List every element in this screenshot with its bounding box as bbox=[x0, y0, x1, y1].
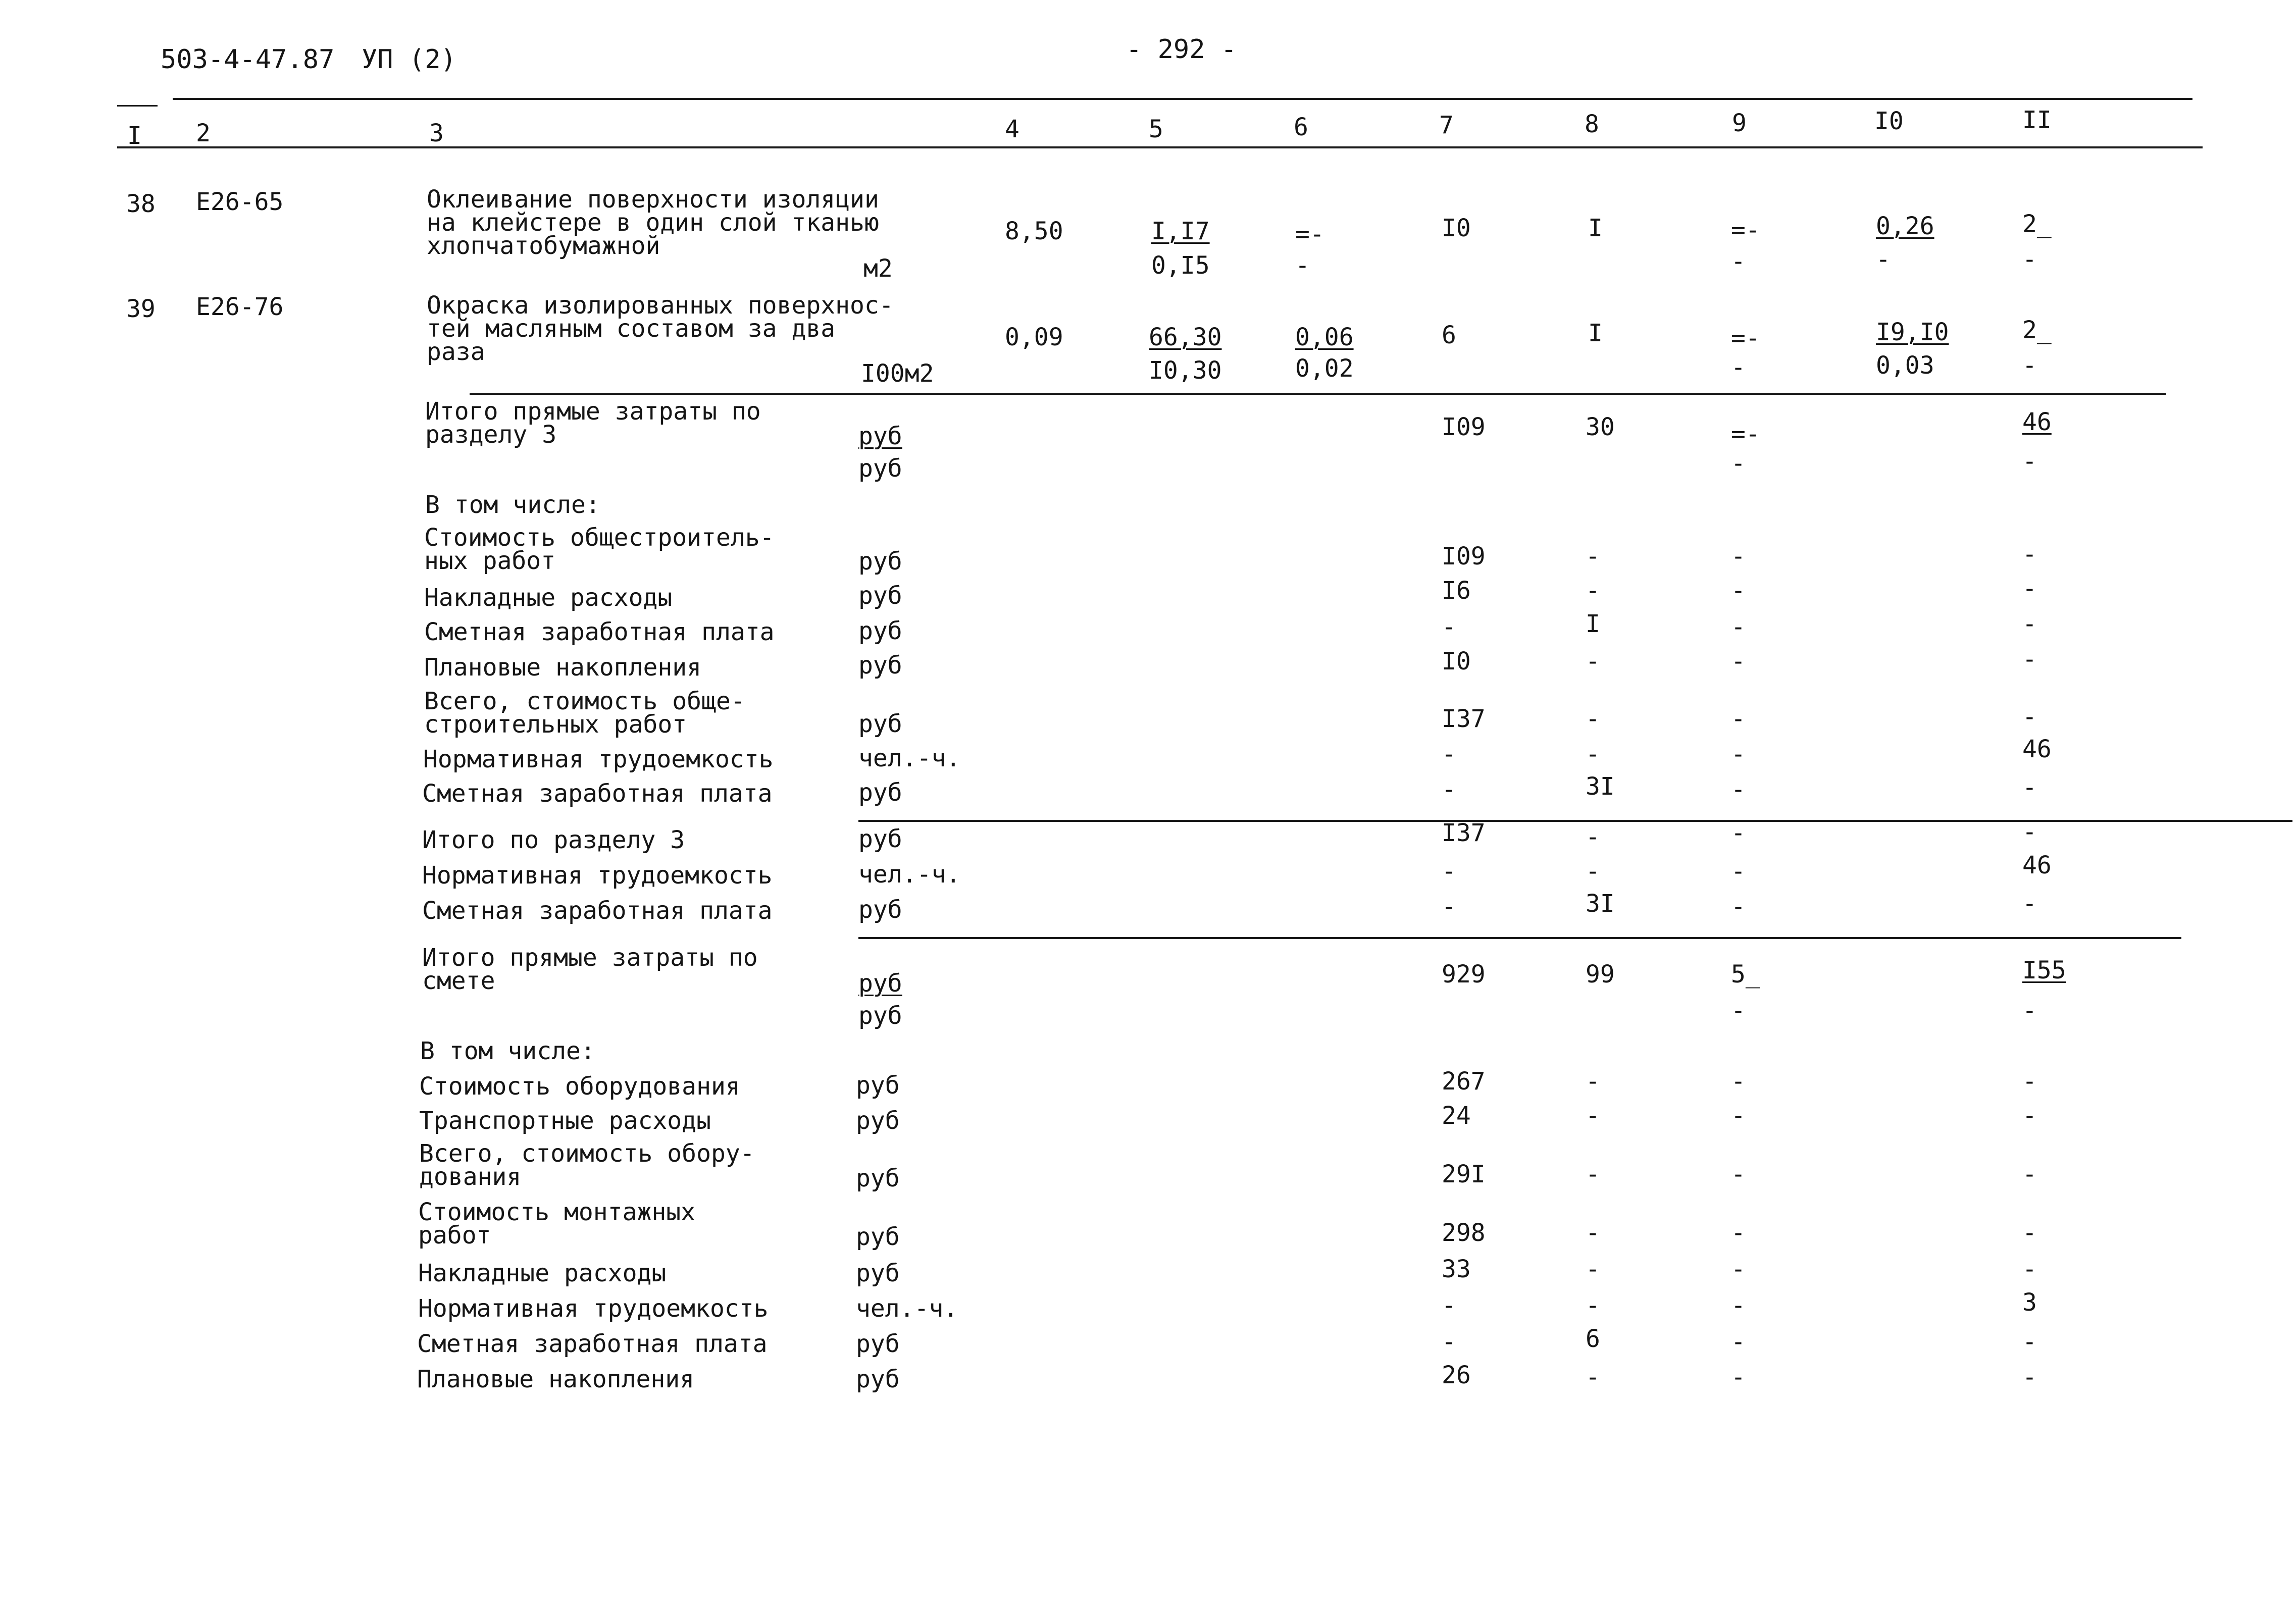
value-c8: - bbox=[1586, 577, 1600, 605]
item-label: Нормативная трудоемкость bbox=[422, 861, 773, 890]
value-c6-top: 0,06 bbox=[1295, 323, 1354, 351]
row-number: 38 bbox=[126, 190, 156, 218]
unit: I00м2 bbox=[861, 359, 934, 388]
item-label: Накладные расходы bbox=[424, 584, 673, 612]
quantity: 0,09 bbox=[1005, 323, 1063, 351]
value-c8: - bbox=[1586, 647, 1600, 676]
column-header: 2 bbox=[196, 119, 211, 147]
value-c9: - bbox=[1731, 1291, 1746, 1320]
value-c7: - bbox=[1442, 740, 1456, 768]
value-c9-bottom: - bbox=[1731, 997, 1746, 1025]
header-top-rule bbox=[173, 98, 2192, 100]
value-c11: - bbox=[2022, 610, 2037, 638]
value-c9: - bbox=[1731, 857, 1746, 886]
total-label: Итого прямые затраты по смете bbox=[422, 944, 758, 995]
value-c11-top: 2_ bbox=[2022, 210, 2052, 238]
unit: руб bbox=[858, 617, 902, 645]
value-c8: - bbox=[1586, 1160, 1600, 1188]
value-c9: - bbox=[1731, 542, 1746, 570]
item-label: Плановые накопления bbox=[417, 1365, 695, 1393]
value-c7: - bbox=[1442, 1291, 1456, 1320]
value-c11: - bbox=[2022, 703, 2037, 731]
unit: руб bbox=[858, 969, 902, 998]
document-code: 503-4-47.87 bbox=[161, 44, 335, 75]
item-label: Сметная заработная плата bbox=[422, 780, 773, 808]
unit: руб bbox=[856, 1107, 900, 1135]
value-c7: 298 bbox=[1442, 1219, 1486, 1247]
value-c7: I6 bbox=[1442, 577, 1471, 605]
value-c8: 99 bbox=[1586, 960, 1615, 989]
column-header: 6 bbox=[1294, 113, 1308, 141]
value-c9: - bbox=[1731, 1328, 1746, 1356]
value-c7: 24 bbox=[1442, 1102, 1471, 1130]
item-label: Стоимость оборудования bbox=[419, 1072, 740, 1101]
value-c7: I09 bbox=[1442, 542, 1486, 570]
value-c7: - bbox=[1442, 1328, 1456, 1356]
total-label: Итого прямые затраты по разделу 3 bbox=[425, 397, 761, 449]
item-label: Сметная заработная плата bbox=[424, 618, 775, 646]
header-rule-fragment bbox=[117, 105, 158, 107]
value-c6-bottom: - bbox=[1295, 251, 1310, 280]
unit: руб bbox=[858, 454, 902, 483]
value-c8: - bbox=[1586, 740, 1600, 768]
value-c9: - bbox=[1731, 705, 1746, 733]
value-c9: - bbox=[1731, 1219, 1746, 1247]
value-c8: 6 bbox=[1586, 1325, 1600, 1353]
value-c8: - bbox=[1586, 1219, 1600, 1247]
value-c11: 46 bbox=[2022, 735, 2052, 763]
item-label: Итого по разделу 3 bbox=[422, 826, 685, 854]
row-number: 39 bbox=[126, 295, 156, 323]
item-label: Всего, стоимость обще- строительных работ bbox=[424, 687, 745, 739]
unit: руб bbox=[858, 582, 902, 610]
value-c7: - bbox=[1442, 857, 1456, 886]
value-c9: - bbox=[1731, 819, 1746, 847]
section-divider bbox=[858, 937, 2181, 939]
value-c11-bottom: - bbox=[2022, 997, 2037, 1025]
item-label: Стоимость общестроитель- ных работ bbox=[424, 524, 775, 575]
unit: руб bbox=[856, 1259, 900, 1287]
column-header: I bbox=[127, 122, 142, 150]
column-header: 9 bbox=[1732, 109, 1747, 137]
value-c9: - bbox=[1731, 1363, 1746, 1391]
unit: руб bbox=[858, 825, 902, 853]
value-c11: 46 bbox=[2022, 851, 2052, 879]
value-c11-top: 46 bbox=[2022, 408, 2052, 436]
value-c5-top: I,I7 bbox=[1151, 217, 1210, 245]
column-header: 5 bbox=[1149, 115, 1163, 143]
value-c10-top: 0,26 bbox=[1876, 212, 1934, 240]
value-c9: - bbox=[1731, 1067, 1746, 1096]
value-c9-top: 5_ bbox=[1731, 960, 1760, 989]
unit: чел.-ч. bbox=[858, 860, 961, 889]
item-label: Нормативная трудоемкость bbox=[423, 745, 774, 773]
value-c9-bottom: - bbox=[1731, 353, 1746, 382]
rate-code: E26-65 bbox=[196, 188, 284, 216]
value-c11: - bbox=[2022, 818, 2037, 846]
value-c9: - bbox=[1731, 647, 1746, 676]
value-c8: - bbox=[1586, 1255, 1600, 1283]
unit: руб bbox=[858, 710, 902, 738]
value-c11: - bbox=[2022, 1255, 2037, 1283]
item-label: Всего, стоимость обору- дования bbox=[419, 1139, 755, 1191]
value-c11: - bbox=[2022, 1363, 2037, 1391]
unit: руб bbox=[858, 547, 902, 576]
unit: руб bbox=[856, 1164, 900, 1192]
item-label: Плановые накопления bbox=[424, 653, 702, 682]
item-label: Транспортные расходы bbox=[419, 1107, 711, 1135]
value-c9-bottom: - bbox=[1731, 449, 1746, 478]
value-c9: - bbox=[1731, 1255, 1746, 1283]
value-c8: 30 bbox=[1586, 413, 1615, 441]
page-number: - 292 - bbox=[1126, 34, 1237, 65]
unit: руб bbox=[856, 1071, 900, 1100]
value-c9-top: =- bbox=[1731, 324, 1760, 352]
value-c9: - bbox=[1731, 1102, 1746, 1130]
value-c8: - bbox=[1586, 1291, 1600, 1320]
value-c11: - bbox=[2022, 1328, 2037, 1356]
unit: руб bbox=[856, 1365, 900, 1393]
unit: руб bbox=[858, 1002, 902, 1030]
value-c7: 267 bbox=[1442, 1067, 1486, 1096]
value-c10-bottom: 0,03 bbox=[1876, 351, 1934, 380]
unit: м2 bbox=[863, 254, 893, 283]
value-c10-top: I9,I0 bbox=[1876, 318, 1949, 346]
unit: чел.-ч. bbox=[858, 744, 961, 772]
value-c9-top: =- bbox=[1731, 420, 1760, 448]
value-c5-bottom: 0,I5 bbox=[1151, 251, 1210, 280]
value-c9-bottom: - bbox=[1731, 247, 1746, 276]
value-c11-bottom: - bbox=[2022, 351, 2037, 380]
value-c8: 3I bbox=[1586, 890, 1615, 918]
value-c7: I09 bbox=[1442, 413, 1486, 441]
value-c9: - bbox=[1731, 893, 1746, 921]
value-c11: - bbox=[2022, 1067, 2037, 1096]
value-c9: - bbox=[1731, 775, 1746, 804]
value-c7: 929 bbox=[1442, 960, 1486, 989]
unit: руб bbox=[856, 1223, 900, 1251]
value-c8: I bbox=[1588, 319, 1603, 347]
column-header: I0 bbox=[1874, 107, 1904, 135]
quantity: 8,50 bbox=[1005, 217, 1063, 245]
value-c9: - bbox=[1731, 613, 1746, 641]
value-c11: 3 bbox=[2022, 1288, 2037, 1317]
value-c7: I37 bbox=[1442, 705, 1486, 733]
unit: чел.-ч. bbox=[856, 1294, 958, 1323]
value-c9-top: =- bbox=[1731, 216, 1760, 244]
value-c7: I0 bbox=[1442, 214, 1471, 242]
value-c7: 26 bbox=[1442, 1361, 1471, 1389]
value-c7: I0 bbox=[1442, 647, 1471, 676]
work-description: Оклеивание поверхности изоляции на клейстере в один слой тканью хлопчатобумажной bbox=[427, 185, 879, 260]
value-c8: I bbox=[1586, 610, 1600, 638]
value-c11: - bbox=[2022, 540, 2037, 568]
value-c8: - bbox=[1586, 857, 1600, 886]
unit: руб bbox=[858, 422, 902, 450]
value-c11: - bbox=[2022, 575, 2037, 603]
value-c7: - bbox=[1442, 893, 1456, 921]
value-c9: - bbox=[1731, 577, 1746, 605]
column-header: II bbox=[2022, 106, 2052, 134]
value-c8: - bbox=[1586, 1363, 1600, 1391]
section-divider bbox=[470, 393, 2166, 395]
item-label: Накладные расходы bbox=[418, 1259, 667, 1287]
column-header: 8 bbox=[1585, 110, 1599, 138]
value-c11: - bbox=[2022, 1219, 2037, 1247]
value-c10-bottom: - bbox=[1876, 245, 1891, 274]
album-label: УП (2) bbox=[362, 44, 456, 75]
unit: руб bbox=[856, 1330, 900, 1358]
value-c11: - bbox=[2022, 645, 2037, 673]
value-c8: I bbox=[1588, 214, 1603, 242]
value-c7: - bbox=[1442, 613, 1456, 641]
including-label: В том числе: bbox=[420, 1037, 595, 1065]
value-c8: 3I bbox=[1586, 772, 1615, 801]
value-c11-bottom: - bbox=[2022, 245, 2037, 274]
value-c8: - bbox=[1586, 823, 1600, 851]
value-c8: - bbox=[1586, 542, 1600, 570]
value-c11-top: I55 bbox=[2022, 956, 2066, 984]
column-header: 7 bbox=[1439, 111, 1454, 139]
value-c8: - bbox=[1586, 1102, 1600, 1130]
value-c7: 29I bbox=[1442, 1160, 1486, 1188]
value-c7: 6 bbox=[1442, 321, 1456, 349]
rate-code: E26-76 bbox=[196, 293, 284, 321]
value-c11-bottom: - bbox=[2022, 447, 2037, 476]
value-c8: - bbox=[1586, 705, 1600, 733]
value-c9: - bbox=[1731, 740, 1746, 768]
column-header: 4 bbox=[1005, 115, 1019, 143]
unit: руб bbox=[858, 778, 902, 807]
value-c7: - bbox=[1442, 775, 1456, 804]
column-header: 3 bbox=[429, 119, 444, 147]
value-c11: - bbox=[2022, 1102, 2037, 1130]
value-c11: - bbox=[2022, 890, 2037, 918]
value-c11: - bbox=[2022, 773, 2037, 802]
section-divider bbox=[858, 820, 2292, 822]
value-c11: - bbox=[2022, 1160, 2037, 1188]
value-c7: I37 bbox=[1442, 819, 1486, 847]
value-c5-top: 66,30 bbox=[1149, 323, 1222, 351]
including-label: В том числе: bbox=[425, 491, 600, 519]
unit: руб bbox=[858, 651, 902, 680]
value-c8: - bbox=[1586, 1067, 1600, 1096]
item-label: Сметная заработная плата bbox=[422, 897, 773, 925]
value-c5-bottom: I0,30 bbox=[1149, 356, 1222, 385]
item-label: Сметная заработная плата bbox=[417, 1330, 768, 1358]
value-c9: - bbox=[1731, 1160, 1746, 1188]
item-label: Нормативная трудоемкость bbox=[418, 1294, 769, 1323]
value-c11-top: 2_ bbox=[2022, 316, 2052, 344]
value-c6-top: =- bbox=[1295, 220, 1324, 248]
work-description: Окраска изолированных поверхнос- тей масляным составом за два раза bbox=[427, 291, 894, 366]
unit: руб bbox=[858, 896, 902, 924]
value-c6-bottom: 0,02 bbox=[1295, 354, 1354, 383]
value-c7: 33 bbox=[1442, 1255, 1471, 1283]
item-label: Стоимость монтажных работ bbox=[418, 1198, 696, 1250]
